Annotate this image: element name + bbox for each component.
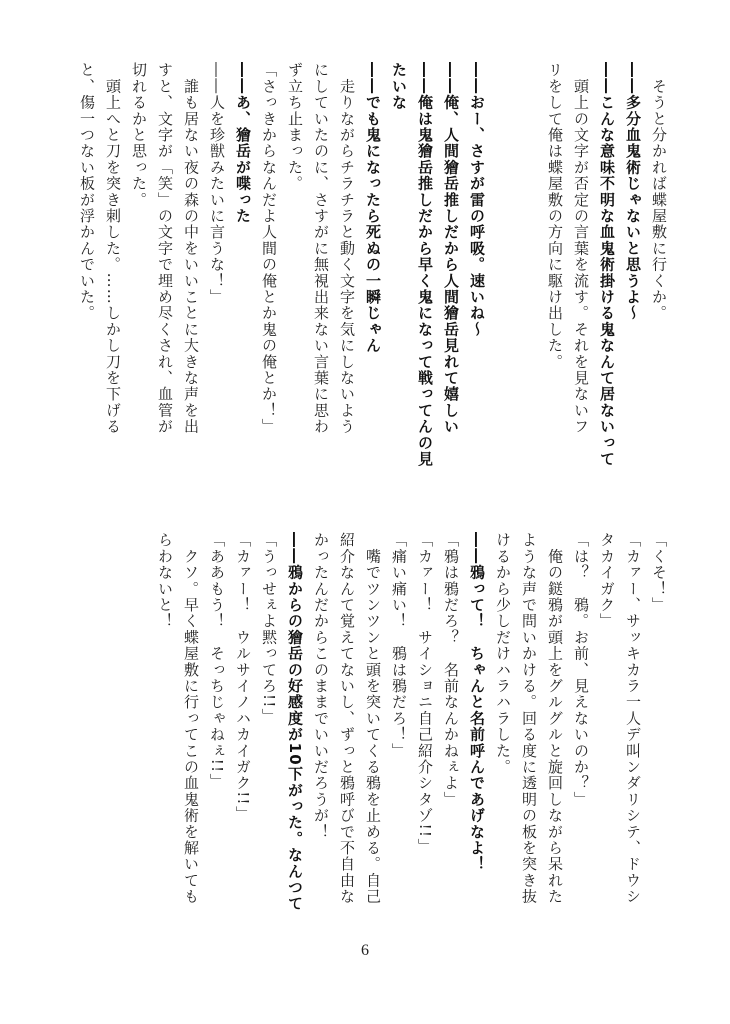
text-line	[517, 62, 541, 494]
text-line: 走りながらチラチラと動く文字を気にしないよう	[338, 62, 356, 435]
text-line: タカイガク」	[598, 532, 616, 630]
upper-text-column-block	[72, 62, 670, 494]
text-line: かったんだからこのままでいいだろうが！	[312, 532, 330, 840]
text-line: そうと分かれば蝶屋敷に行くか。	[650, 62, 668, 322]
text-line: 頭上の文字が否定の言葉を流す。それを見ないフ	[572, 62, 590, 435]
text-line: 「カァー、サッキカラ一人デ叫ンダリシテ、ドウシ	[624, 532, 642, 905]
text-line: 誰も居ない夜の森の中をいいことに大きな声を出	[182, 62, 200, 435]
overlay-comment-line: ――こんな意味不明な血鬼術掛ける鬼なんて居ないって	[598, 62, 616, 467]
text-line: 「うっせぇよ黙ってろ!!」	[260, 532, 278, 725]
text-line: 頭上へと刀を突き刺した。……しかし刀を下げる	[104, 62, 122, 435]
text-line: ――人を珍獣みたいに言うな！」	[208, 62, 226, 305]
overlay-comment-line: ――おー、さすが雷の呼吸。速いね～	[468, 62, 486, 338]
text-line: 「ああもう！ そっちじゃねぇ!!」	[208, 532, 226, 790]
overlay-comment-line: たいな	[390, 62, 408, 111]
overlay-comment-line: ――あ、獪岳が喋った	[234, 62, 252, 224]
text-line: にしていたのに、さすがに無視出来ない言葉に思わ	[312, 62, 330, 435]
text-line: 「カァー！ ウルサイノハカイガク!!」	[234, 532, 252, 822]
overlay-comment-line: ――鴉って！ ちゃんと名前呼んであげなよ！	[468, 532, 486, 873]
text-line: と、傷一つない板が浮かんでいた。	[78, 62, 96, 322]
text-line: けるから少しだけハラハラした。	[494, 532, 512, 775]
overlay-comment-line: ――俺は鬼獪岳推しだから早く鬼になって戦ってんの見	[416, 62, 434, 467]
text-line: 俺の鎹鴉が頭上をグルグルと旋回しながら呆れた	[546, 532, 564, 905]
text-line	[491, 62, 515, 494]
text-line: 紹介なんて覚えてないし、ずっと鴉呼びで不自由な	[338, 532, 356, 905]
text-line: 嘴でツンツンと頭を突いてくる鴉を止める。自己	[364, 532, 382, 905]
text-line: ような声で問いかける。回る度に透明の板を突き抜	[520, 532, 538, 905]
text-line: 「カァー！ サイショニ自己紹介シタゾ!!」	[416, 532, 434, 855]
overlay-comment-line: ――でも鬼になったら死ぬの一瞬じゃん	[364, 62, 382, 354]
text-line: クソ。早く蝶屋敷に行ってこの血鬼術を解いても	[182, 532, 200, 905]
text-line: 「痛い痛い！ 鴉は鴉だろ！」	[390, 532, 408, 759]
page-number: 6	[361, 942, 369, 959]
text-line: 切れるかと思った。	[130, 62, 148, 208]
text-line: 「鴉は鴉だろ？ 名前なんかねぇよ」	[442, 532, 460, 808]
text-line: リをして俺は蝶屋敷の方向に駆け出した。	[546, 62, 564, 370]
overlay-comment-line: ――俺、人間獪岳推しだから人間獪岳見れて嬉しい	[442, 62, 460, 435]
text-line: 「くそ！」	[650, 532, 668, 613]
text-line: らわないと！	[156, 532, 174, 630]
overlay-comment-line: ――多分血鬼術じゃないと思うよ～	[624, 62, 642, 322]
text-line: すと、文字が「笑」の文字で埋め尽くされ、血管が	[156, 62, 174, 435]
text-line: 「さっきからなんだよ人間の俺とか鬼の俺とか！」	[260, 62, 278, 435]
overlay-comment-line: ――鴉からの獪岳の好感度が10下がった。なんつて	[286, 532, 304, 912]
text-line: ず立ち止まった。	[286, 62, 304, 192]
lower-text-column-block	[150, 532, 670, 964]
text-line: 「は？ 鴉。お前、見えないのか？」	[572, 532, 590, 808]
